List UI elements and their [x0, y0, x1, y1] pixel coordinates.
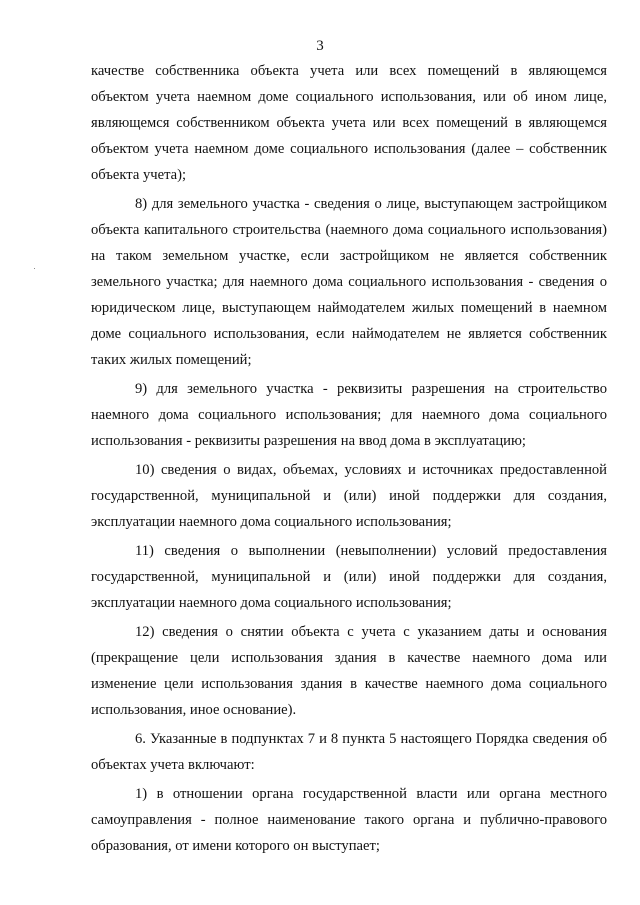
paragraph-item-12: 12) сведения о снятии объекта с учета с указанием даты и основания (прекращение цели использования здания в качестве наемного дома или изменение цели использования здания в качестве наемного дома социального использования, иное основание). [91, 624, 607, 718]
document-body [91, 58, 607, 859]
paragraph-subitem-1: 1) в отношении органа государственной власти или органа местного самоуправления - полное наименование такого органа и публично-правового образования, от имени которого он выступает; [91, 786, 607, 854]
page-number: 3 [316, 38, 324, 54]
paragraph-item-9: 9) для земельного участка - реквизиты разрешения на строительство наемного дома социального использования; для наемного дома социального использования - реквизиты разрешения на ввод дома в эксплуатацию; [91, 381, 607, 449]
paragraph-item-8: 8) для земельного участка - сведения о лице, выступающем застройщиком объекта капитального строительства (наемного дома социального использования) на таком земельном участке, если застройщиком не является собственник земельного участка; для наемного дома социального использования - сведения о юридическом лице, выступающем наймодателем жилых помещений в наемном доме социального использования, если наймодателем не является собственник таких жилых помещений; [91, 196, 607, 368]
paragraph-continuation: качестве собственника объекта учета или всех помещений в являющемся объектом учета наемном доме социального использования, или об ином лице, являющемся собственником объекта учета или всех помещений в являющемся объектом учета наемном доме социального использования (далее – собственник объекта учета); [91, 63, 607, 183]
margin-mark [34, 268, 35, 269]
paragraph-section-6: 6. Указанные в подпунктах 7 и 8 пункта 5 настоящего Порядка сведения об объектах учета включают: [91, 731, 607, 773]
paragraph-item-10: 10) сведения о видах, объемах, условиях и источниках предоставленной государственной, муниципальной и (или) иной поддержки для создания, эксплуатации наемного дома социального использования; [91, 462, 607, 530]
paragraph-item-11: 11) сведения о выполнении (невыполнении) условий предоставления государственной, муниципальной и (или) иной поддержки для создания, эксплуатации наемного дома социального использования; [91, 543, 607, 611]
